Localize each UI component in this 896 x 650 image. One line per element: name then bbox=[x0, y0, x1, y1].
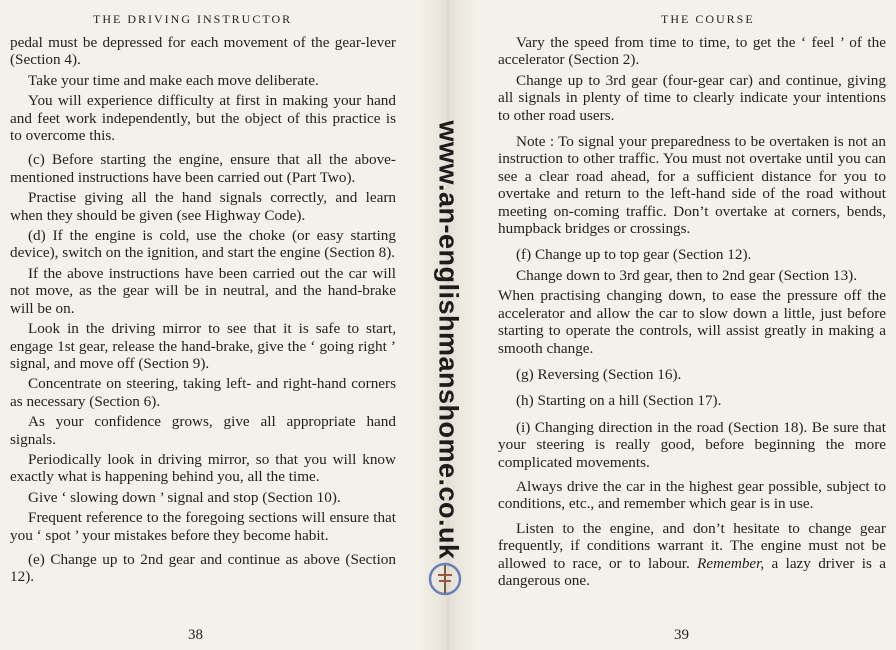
left-running-header: THE DRIVING INSTRUCTOR bbox=[93, 12, 293, 26]
emphasis-text: Remember, bbox=[697, 554, 765, 572]
page-number: 38 bbox=[188, 627, 203, 643]
paragraph: (h) Starting on a hill (Section 17). bbox=[516, 392, 722, 410]
paragraph: (e) Change up to 2nd gear and continue as above (Section 12). bbox=[10, 550, 396, 586]
paragraph: (c) Before starting the engine, ensure that all the above-mentioned instructions have been carried out (Part Two). bbox=[10, 151, 396, 186]
paragraph: (g) Reversing (Section 16). bbox=[516, 365, 682, 383]
paragraph: (d) If the engine is cold, use the choke (or easy starting device), switch on the ignition, and start the engine (Section 8). bbox=[10, 227, 396, 262]
paragraph-text: a lazy driver is a dangerous one. bbox=[498, 554, 886, 589]
left-page-body bbox=[10, 34, 396, 586]
paragraph: Change down to 3rd gear, then to 2nd gear (Section 13). bbox=[516, 266, 858, 284]
left-page bbox=[0, 0, 418, 650]
watermark-url: www.an-englishmanshome.co.uk bbox=[433, 120, 464, 560]
paragraph-text: Listen to the engine, and don’t hesitate to change gear frequently, if conditions warrant it. The engine must not be allowed to race, or to labour. bbox=[498, 519, 886, 572]
paragraph: Concentrate on steering, taking left- and right-hand corners as necessary (Section 6). bbox=[10, 375, 396, 410]
paragraph: Take your time and make each move deliberate. bbox=[28, 71, 319, 89]
right-page bbox=[478, 0, 896, 650]
paragraph: (i) Changing direction in the road (Section 18). Be sure that your steering is really good, before beginning the more complicated movements. bbox=[498, 418, 886, 471]
watermark-logo-icon bbox=[427, 561, 463, 597]
paragraph: Frequent reference to the foregoing sections will ensure that you ‘ spot ’ your mistakes before they become habit. bbox=[10, 509, 396, 544]
paragraph: Vary the speed from time to time, to get the ‘ feel ’ of the accelerator (Section 2). bbox=[498, 34, 886, 69]
paragraph: You will experience difficulty at first in making your hand and feet work independently, but the object of this practice is to overcome this. bbox=[10, 92, 396, 145]
paragraph: Give ‘ slowing down ’ signal and stop (Section 10). bbox=[28, 488, 341, 506]
paragraph: As your confidence grows, give all appropriate hand signals. bbox=[10, 413, 396, 448]
paragraph: Periodically look in driving mirror, so that you will know exactly what is happening behind you, all the time. bbox=[10, 450, 396, 486]
paragraph: Look in the driving mirror to see that it is safe to start, engage 1st gear, release the hand-brake, give the ‘ going right ’ signal, and move off (Section 9). bbox=[10, 320, 396, 372]
page-number: 39 bbox=[674, 627, 689, 643]
paragraph bbox=[498, 520, 886, 590]
right-running-header: THE COURSE bbox=[661, 12, 755, 26]
right-page-body bbox=[498, 34, 886, 589]
paragraph: pedal must be depressed for each movement of the gear-lever (Section 4). bbox=[10, 34, 396, 69]
paragraph: If the above instructions have been carried out the car will not move, as the gear will be in neutral, and the hand-brake will be on. bbox=[10, 264, 396, 317]
paragraph: Change up to 3rd gear (four-gear car) and continue, giving all signals in plenty of time to clearly indicate your intentions to other road users. bbox=[498, 71, 886, 124]
paragraph: (f) Change up to top gear (Section 12). bbox=[516, 246, 752, 264]
paragraph: When practising changing down, to ease the pressure off the accelerator and allow the car to slow down a little, just before starting to operate the controls, will assist greatly in making a smooth change. bbox=[498, 287, 886, 357]
paragraph: Always drive the car in the highest gear possible, subject to conditions, etc., and remember which gear is in use. bbox=[498, 477, 886, 513]
paragraph: Practise giving all the hand signals correctly, and learn when they should be given (see Highway Code). bbox=[10, 189, 396, 224]
note-paragraph: Note : To signal your preparedness to be overtaken is not an instruction to other traffic. You must not overtake until you can see a clear road ahead, for a sufficient distance for you to overtake and return to the left-hand side of the road without meeting on-coming traffic. Don’t overtake at corners, bends, humpback bridges or crossings. bbox=[498, 133, 886, 238]
